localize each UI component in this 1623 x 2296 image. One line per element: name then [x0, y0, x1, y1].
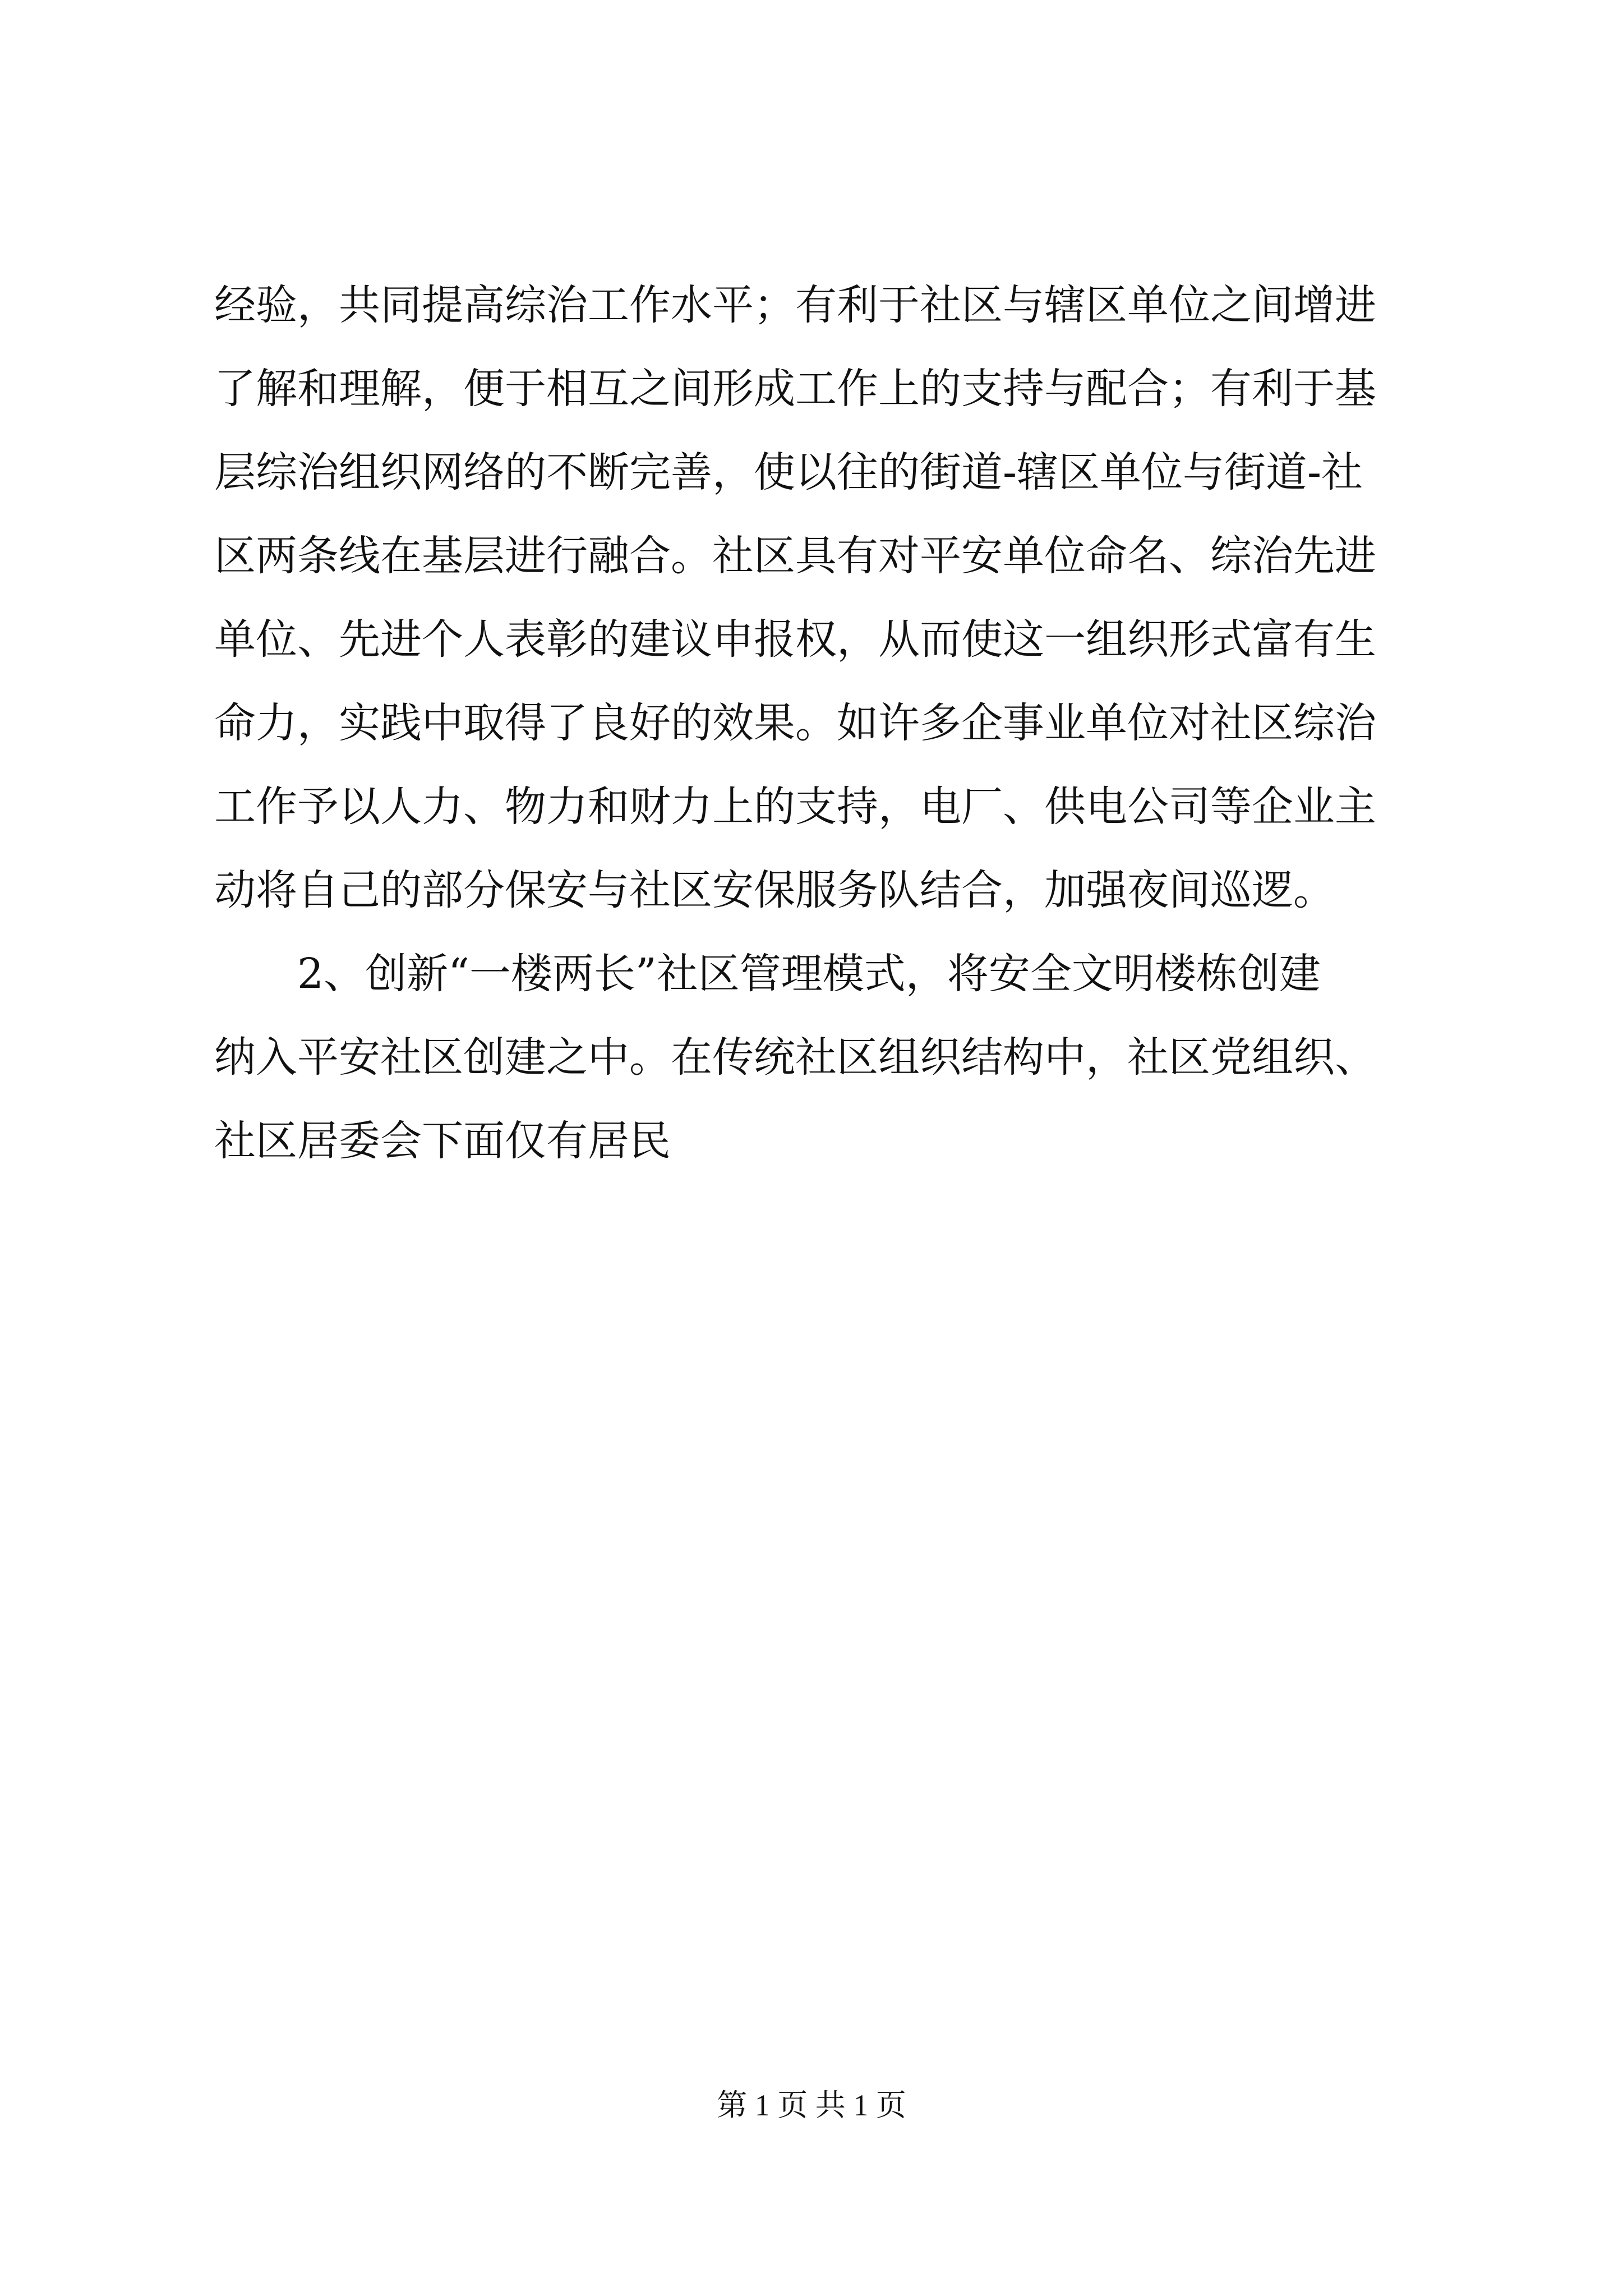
- text-line: 纳入平安社区创建之中。在传统社区组织结构中，社区党组织、: [214, 1033, 1376, 1082]
- text-line: 社区居委会下面仅有居民: [214, 1117, 671, 1165]
- text-line: 工作予以人力、物力和财力上的支持，电厂、供电公司等企业主: [214, 783, 1376, 831]
- text-line: 层综治组织网络的不断完善，使以往的街道-辖区单位与街道-社: [214, 448, 1363, 496]
- text-line: 命力，实践中取得了良好的效果。如许多企事业单位对社区综治: [214, 699, 1376, 747]
- text-line: 区两条线在基层进行融合。社区具有对平安单位命名、综治先进: [214, 532, 1376, 580]
- text-line: 经验，共同提高综治工作水平；有利于社区与辖区单位之间增进: [214, 281, 1376, 329]
- text-line: 单位、先进个人表彰的建议申报权，从而使这一组织形式富有生: [214, 615, 1376, 664]
- text-line: 了解和理解，便于相互之间形成工作上的支持与配合；有利于基: [214, 365, 1376, 413]
- text-line: 动将自己的部分保安与社区安保服务队结合，加强夜间巡逻。: [214, 866, 1335, 914]
- paragraph-start-line: 2、创新“一楼两长”社区管理模式，将安全文明楼栋创建: [297, 950, 1321, 998]
- body-text: [214, 264, 1420, 1183]
- page-number-footer: 第 1 页 共 1 页: [717, 2088, 906, 2122]
